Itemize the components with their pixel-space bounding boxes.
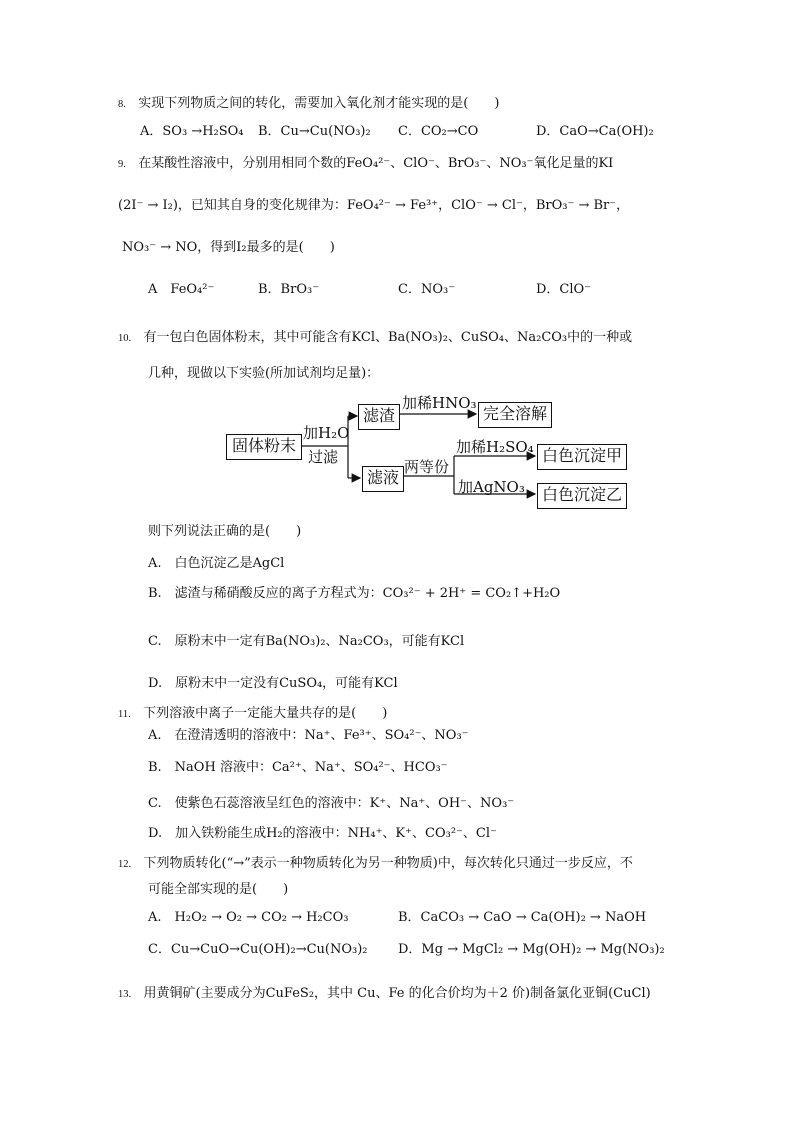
q8-option-b[interactable]: B．Cu→Cu(NO₃)₂	[258, 124, 371, 139]
q11-stem: 下列溶液中离子一定能大量共存的是( )	[143, 706, 388, 721]
q12-stem-1: 下列物质转化(“→”表示一种物质转化为另一种物质)中，每次转化只通过一步反应，不	[143, 856, 633, 871]
q12-option-a[interactable]: A. H₂O₂ → O₂ → CO₂ → H₂CO₃	[148, 910, 349, 925]
q10-option-d[interactable]: D. 原粉末中一定没有CuSO₄，可能有KCl	[148, 676, 398, 691]
q10-number: 10.	[118, 333, 132, 344]
q9-number: 9.	[118, 159, 126, 170]
box-white-precipitate-b: 白色沉淀乙	[537, 483, 627, 509]
q12-option-d[interactable]: D．Mg → MgCl₂ → Mg(OH)₂ → Mg(NO₃)₂	[398, 942, 665, 957]
q9-option-b[interactable]: B．BrO₃⁻	[258, 282, 320, 297]
label-add-dilute-hno3: 加稀HNO₃	[402, 394, 477, 412]
q11-number: 11.	[118, 709, 131, 720]
q8-option-a[interactable]: A．SO₃ →H₂SO₄	[140, 124, 244, 139]
q11-option-d[interactable]: D. 加入铁粉能生成H₂的溶液中：NH₄⁺、K⁺、CO₃²⁻、Cl⁻	[148, 826, 497, 841]
q11-option-a[interactable]: A. 在澄清透明的溶液中：Na⁺、Fe³⁺、SO₄²⁻、NO₃⁻	[148, 728, 469, 743]
q12-number: 12.	[118, 859, 132, 870]
q8-number: 8.	[118, 99, 126, 110]
label-add-water: 加H₂O	[303, 424, 350, 442]
q10-ask: 则下列说法正确的是( )	[148, 524, 302, 539]
q11-option-c[interactable]: C. 使紫色石蕊溶液呈红色的溶液中：K⁺、Na⁺、OH⁻、NO₃⁻	[148, 796, 515, 811]
q11-option-b[interactable]: B. NaOH 溶液中：Ca²⁺、Na⁺、SO₄²⁻、HCO₃⁻	[148, 760, 448, 775]
label-two-equal-parts: 两等份	[404, 458, 450, 476]
q10-option-b[interactable]: B. 滤渣与稀硝酸反应的离子方程式为：CO₃²⁻ + 2H⁺ = CO₂↑+H₂O	[148, 586, 561, 601]
q8-option-d[interactable]: D．CaO→Ca(OH)₂	[536, 124, 654, 139]
q9-stem-1: 在某酸性溶液中，分别用相同个数的FeO₄²⁻、ClO⁻、BrO₃⁻、NO₃⁻氧化足量的KI	[138, 156, 614, 171]
q12-option-b[interactable]: B．CaCO₃ → CaO → Ca(OH)₂ → NaOH	[398, 910, 647, 925]
q10-option-a[interactable]: A. 白色沉淀乙是AgCl	[148, 556, 285, 571]
q9-line-2: (2I⁻ → I₂)，已知其自身的变化规律为：FeO₄²⁻ → Fe³⁺，ClO⁻ → Cl⁻，BrO₃⁻ → Br⁻，	[118, 198, 630, 213]
box-completely-dissolved: 完全溶解	[478, 402, 552, 428]
box-solid-powder: 固体粉末	[226, 434, 302, 460]
label-add-dilute-h2so4: 加稀H₂SO₄	[456, 438, 534, 456]
box-residue: 滤渣	[358, 404, 400, 430]
box-filtrate: 滤液	[362, 466, 404, 492]
q9-option-d[interactable]: D．ClO⁻	[536, 282, 592, 297]
q9-line-3: NO₃⁻ → NO，得到I₂最多的是( )	[122, 240, 335, 255]
q12-option-c[interactable]: C．Cu→CuO→Cu(OH)₂→Cu(NO₃)₂	[148, 942, 368, 957]
q10-stem-1: 有一包白色固体粉末，其中可能含有KCl、Ba(NO₃)₂、CuSO₄、Na₂CO₃中的一种或	[143, 330, 633, 345]
q13-number: 13.	[118, 989, 132, 1000]
q8-option-c[interactable]: C．CO₂→CO	[398, 124, 479, 139]
label-add-agno3: 加AgNO₃	[458, 478, 525, 496]
box-white-precipitate-a: 白色沉淀甲	[537, 444, 627, 470]
q9-option-c[interactable]: C．NO₃⁻	[398, 282, 456, 297]
q8-stem: 实现下列物质之间的转化，需要加入氧化剂才能实现的是( )	[138, 96, 500, 111]
q13-line-1	[118, 986, 651, 1003]
q10-option-c[interactable]: C. 原粉末中一定有Ba(NO₃)₂、Na₂CO₃，可能有KCl	[148, 634, 465, 649]
q12-line-2: 可能全部实现的是( )	[148, 882, 289, 897]
q10-line-2: 几种，现做以下实验(所加试剂均足量)：	[148, 366, 380, 381]
label-filter: 过滤	[308, 448, 339, 466]
q9-option-a[interactable]: A FeO₄²⁻	[148, 282, 215, 297]
q12-line-1	[118, 856, 633, 873]
q13-stem-1: 用黄铜矿(主要成分为CuFeS₂，其中 Cu、Fe 的化合价均为＋2 价)制备氯化亚铜(CuCl)	[143, 986, 651, 1001]
q11-stem-line	[118, 706, 387, 723]
